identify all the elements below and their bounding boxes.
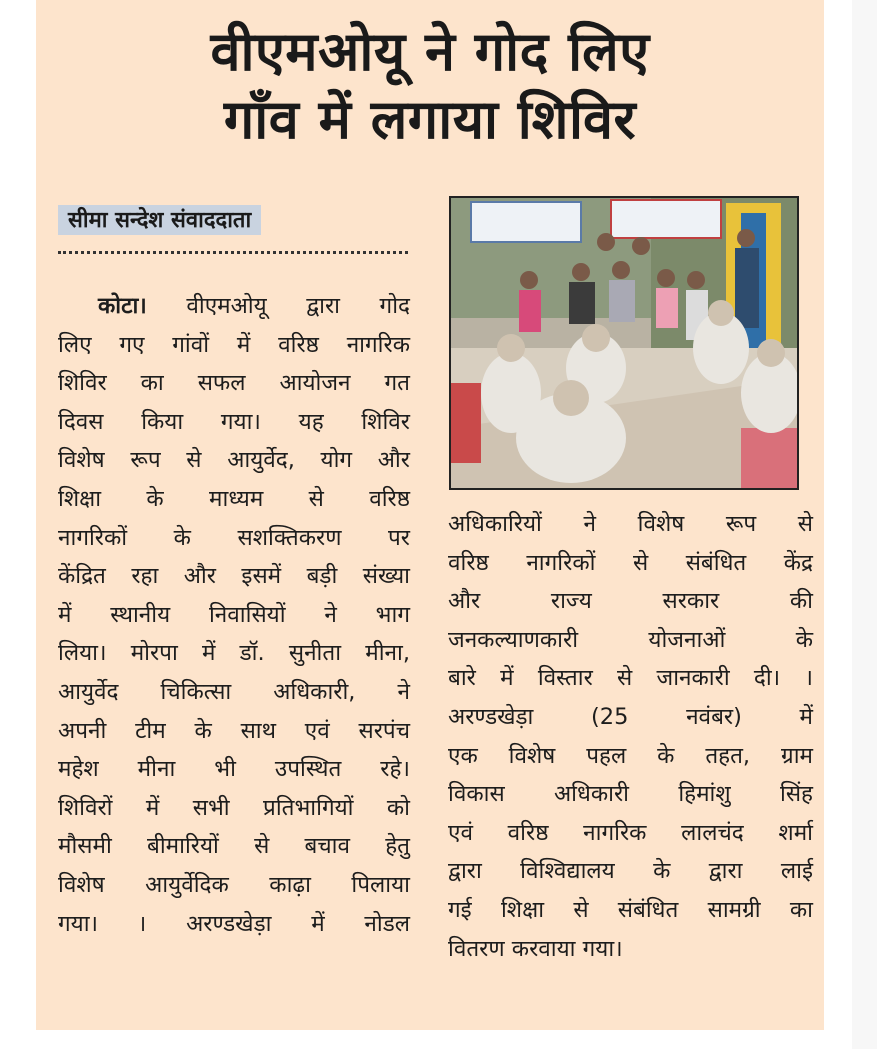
- article-line: जनकल्याणकारी योजनाओं के: [448, 626, 813, 653]
- article-line: एवं वरिष्ठ नागरिक लालचंद शर्मा: [448, 819, 813, 846]
- article-line: दिवस किया गया। यह शिविर: [58, 408, 410, 435]
- article-column-1: [58, 287, 410, 943]
- article-line: अपनी टीम के साथ एवं सरपंच: [58, 717, 410, 744]
- newspaper-clipping: [36, 0, 824, 1030]
- article-line: वरिष्ठ नागरिकों से संबंधित केंद्र: [448, 549, 813, 576]
- article-line: और राज्य सरकार की: [448, 588, 813, 615]
- headline-line-1: वीएमओयू ने गोद लिए: [210, 20, 650, 83]
- article-line: विशेष आयुर्वेदिक काढ़ा पिलाया: [58, 871, 410, 898]
- article-line: लिया। मोरपा में डॉ. सुनीता मीना,: [58, 640, 410, 667]
- article-column-2: [448, 505, 813, 968]
- article-line: अरण्डखेड़ा (25 नवंबर) में: [448, 703, 813, 730]
- article-line: विशेष रूप से आयुर्वेद, योग और: [58, 447, 410, 474]
- article-line: [58, 287, 410, 326]
- headline: [36, 18, 824, 154]
- article-line: वितरण करवाया गया।: [448, 935, 623, 962]
- article-line: एक विशेष पहल के तहत, ग्राम: [448, 742, 813, 769]
- photo-illustration: [451, 198, 797, 488]
- article-line: द्वारा विश्विद्यालय के द्वारा लाई: [448, 858, 813, 885]
- article-line: नागरिकों के सशक्तिकरण पर: [58, 524, 410, 551]
- headline-line-2: गाँव में लगाया शिविर: [223, 88, 637, 151]
- article-line: शिविर का सफल आयोजन गत: [58, 370, 410, 397]
- article-line: महेश मीना भी उपस्थित रहे।: [58, 756, 410, 783]
- byline-block: [58, 205, 408, 254]
- article-line: आयुर्वेद चिकित्सा अधिकारी, ने: [58, 678, 410, 705]
- article-line: अधिकारियों ने विशेष रूप से: [448, 511, 813, 537]
- article-line: शिविरों में सभी प्रतिभागियों को: [58, 794, 410, 821]
- article-line: मौसमी बीमारियों से बचाव हेतु: [58, 833, 410, 860]
- article-text: वीएमओयू द्वारा गोद: [146, 293, 410, 319]
- article-line: में स्थानीय निवासियों ने भाग: [58, 601, 410, 628]
- article-line: गई शिक्षा से संबंधित सामग्री का: [448, 896, 813, 923]
- article-line: लिए गए गांवों में वरिष्ठ नागरिक: [58, 331, 410, 358]
- article-line: गया। । अरण्डखेड़ा में नोडल: [58, 910, 410, 937]
- byline: सीमा सन्देश संवाददाता: [58, 205, 261, 235]
- article-line: विकास अधिकारी हिमांशु सिंह: [448, 781, 813, 808]
- article-line: शिक्षा के माध्यम से वरिष्ठ: [58, 485, 410, 512]
- dateline: कोटा।: [98, 293, 147, 319]
- dotted-divider: [58, 251, 408, 254]
- article-line: केंद्रित रहा और इसमें बड़ी संख्या: [58, 563, 410, 590]
- article-line: बारे में विस्तार से जानकारी दी। ।: [448, 665, 813, 692]
- camp-photo: [449, 196, 799, 490]
- page-edge: [852, 0, 877, 1049]
